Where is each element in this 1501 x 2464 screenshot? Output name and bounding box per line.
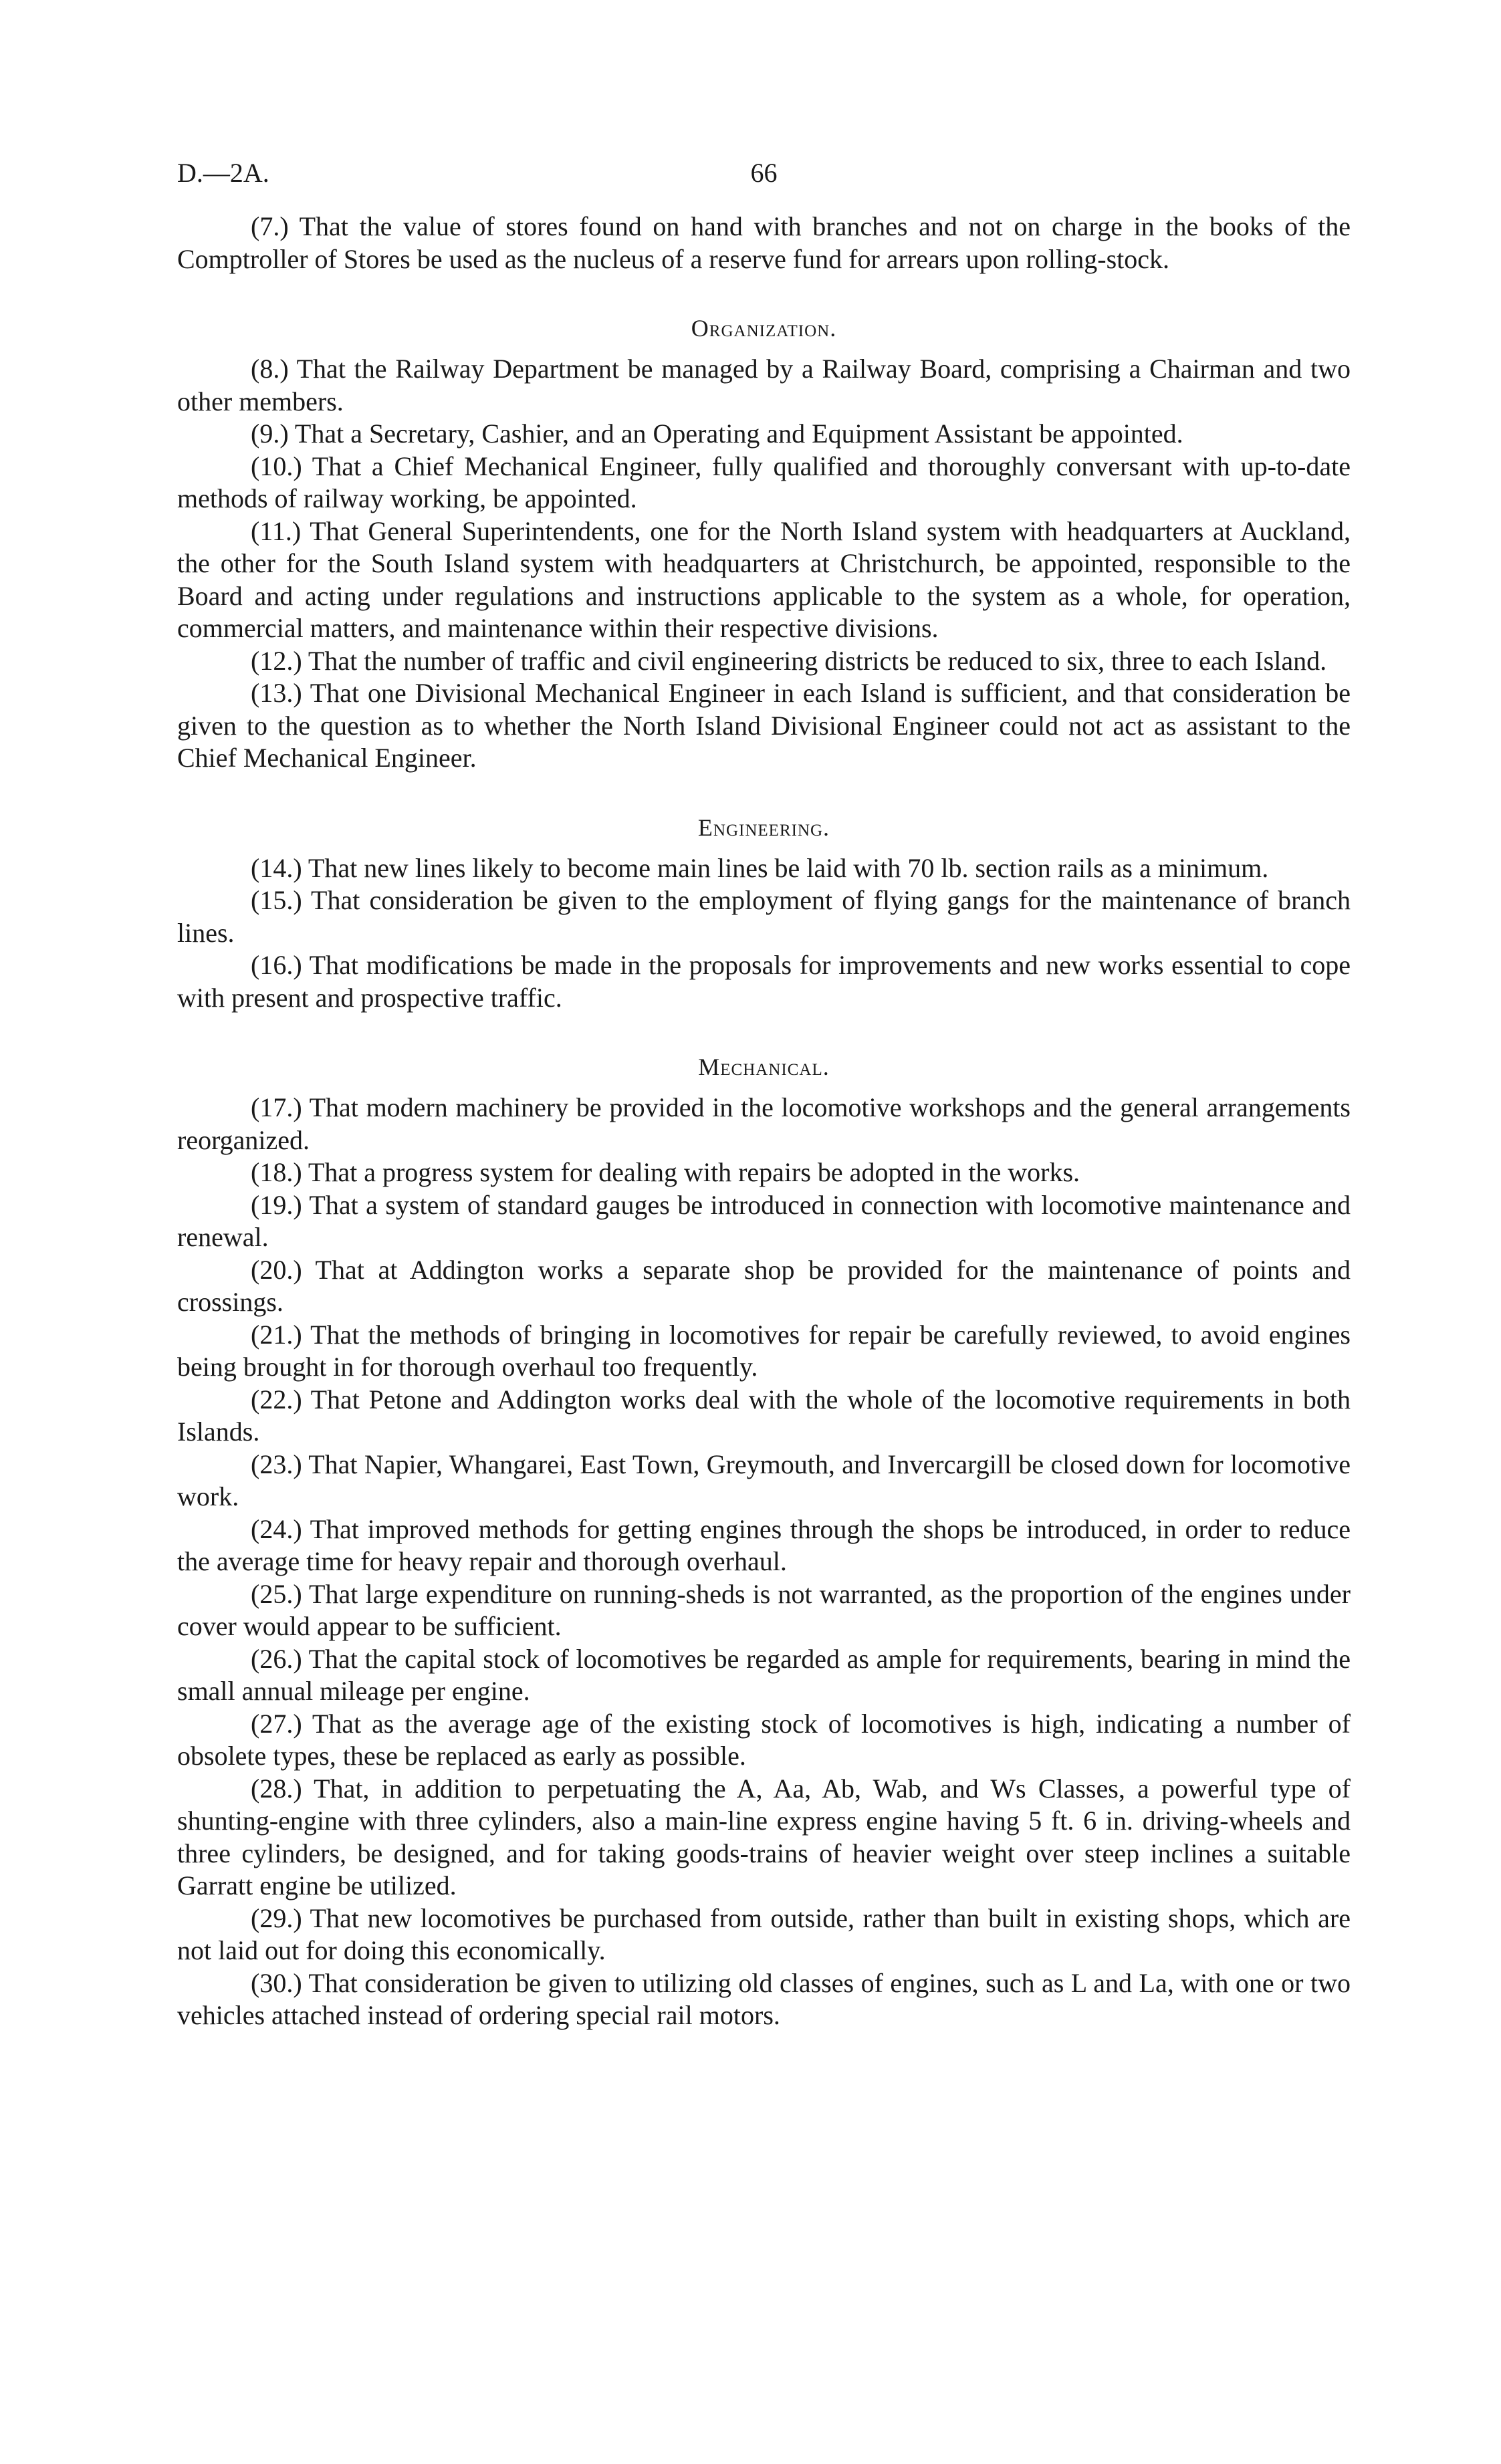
- paragraph-24: (24.) That improved methods for getting engines through the shops be introduced, in order to reduce the average time for heavy repair and thorough overhaul.: [177, 1513, 1351, 1576]
- page-number: 66: [750, 158, 778, 188]
- paragraph-12: (12.) That the number of traffic and civil engineering districts be reduced to six, three to each Island.: [251, 645, 1327, 676]
- paragraph-22: (22.) That Petone and Addington works deal with the whole of the locomotive requirements in both Islands.: [177, 1384, 1351, 1447]
- paragraph-11: (11.) That General Superintendents, one for the North Island system with headquarters at Auckland, the other for the South Island system with headquarters at Christchurch, be appointed, responsible to the Board and acting under regulations and instructions applicable to the system as a whole, for operation, commercial matters, and maintenance within their respective divisions.: [177, 515, 1351, 643]
- section-heading-mechanical: Mechanical.: [698, 1054, 830, 1080]
- paragraph-13: (13.) That one Divisional Mechanical Engineer in each Island is sufficient, and that consideration be given to the question as to whether the North Island Divisional Engineer could not act as assistant to the Chief Mechanical Engineer.: [177, 678, 1351, 773]
- paragraph-28: (28.) That, in addition to perpetuating the A, Aa, Ab, Wab, and Ws Classes, a powerful type of shunting-engine with three cylinders, also a main-line express engine having 5 ft. 6 in. driving-wheels and three cylinders, be designed, and for taking goods-trains of heavier weight over steep inclines a suitable Garratt engine be utilized.: [177, 1773, 1351, 1900]
- paragraph-27: (27.) That as the average age of the existing stock of locomotives is high, indicating a number of obsolete types, these be replaced as early as possible.: [177, 1708, 1351, 1771]
- paragraph-7: (7.) That the value of stores found on hand with branches and not on charge in the books of the Comptroller of Stores be used as the nucleus of a reserve fund for arrears upon rolling-stock.: [177, 211, 1351, 274]
- paragraph-18: (18.) That a progress system for dealing with repairs be adopted in the works.: [251, 1157, 1080, 1187]
- document-reference: D.—2A.: [177, 158, 269, 188]
- paragraph-21: (21.) That the methods of bringing in locomotives for repair be carefully reviewed, to avoid engines being brought in for thorough overhaul too frequently.: [177, 1319, 1351, 1382]
- paragraph-23: (23.) That Napier, Whangarei, East Town, Greymouth, and Invercargill be closed down for locomotive work.: [177, 1449, 1351, 1511]
- paragraph-14: (14.) That new lines likely to become main lines be laid with 70 lb. section rails as a minimum.: [251, 852, 1269, 883]
- section-heading-engineering: Engineering.: [697, 814, 830, 841]
- paragraph-17: (17.) That modern machinery be provided in the locomotive workshops and the general arrangements reorganized.: [177, 1092, 1351, 1155]
- paragraph-25: (25.) That large expenditure on running-sheds is not warranted, as the proportion of the engines under cover would appear to be sufficient.: [177, 1578, 1351, 1641]
- paragraph-8: (8.) That the Railway Department be managed by a Railway Board, comprising a Chairman and two other members.: [177, 354, 1351, 416]
- document-page: [177, 144, 1351, 2032]
- paragraph-16: (16.) That modifications be made in the proposals for improvements and new works essential to cope with present and prospective traffic.: [177, 950, 1351, 1013]
- section-heading-organization: Organization.: [691, 315, 837, 342]
- paragraph-19: (19.) That a system of standard gauges be introduced in connection with locomotive maintenance and renewal.: [177, 1189, 1351, 1252]
- paragraph-29: (29.) That new locomotives be purchased from outside, rather than built in existing shops, which are not laid out for doing this economically.: [177, 1902, 1351, 1965]
- paragraph-20: (20.) That at Addington works a separate shop be provided for the maintenance of points and crossings.: [177, 1254, 1351, 1317]
- paragraph-15: (15.) That consideration be given to the employment of flying gangs for the maintenance of branch lines.: [177, 885, 1351, 948]
- paragraph-10: (10.) That a Chief Mechanical Engineer, fully qualified and thoroughly conversant with up-to-date methods of railway working, be appointed.: [177, 451, 1351, 513]
- paragraph-30: (30.) That consideration be given to utilizing old classes of engines, such as L and La, with one or two vehicles attached instead of ordering special rail motors.: [177, 1967, 1351, 2030]
- running-head: [177, 144, 1351, 191]
- paragraph-26: (26.) That the capital stock of locomotives be regarded as ample for requirements, bearing in mind the small annual mileage per engine.: [177, 1643, 1351, 1706]
- paragraph-9: (9.) That a Secretary, Cashier, and an Operating and Equipment Assistant be appointed.: [251, 418, 1183, 449]
